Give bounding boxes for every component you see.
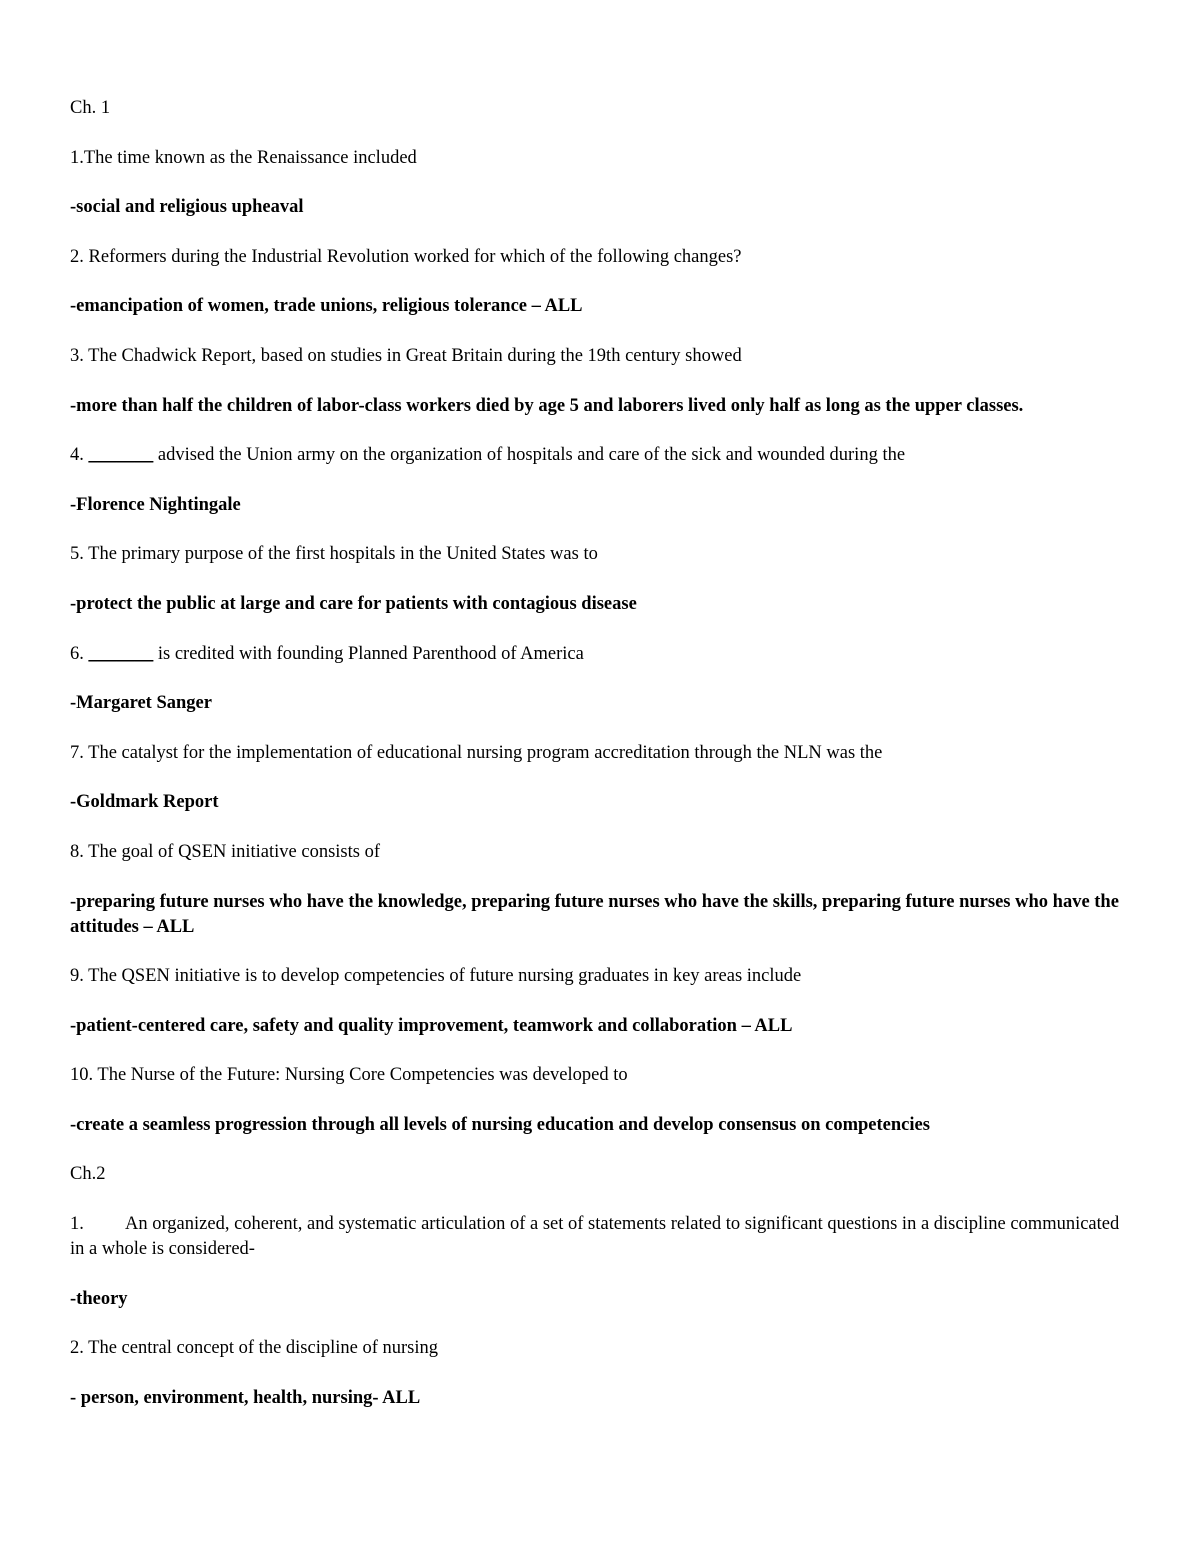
ch2-answer-1: -theory <box>70 1288 128 1309</box>
answer-1: -social and religious upheaval <box>70 197 304 218</box>
ch2-question-1-text: An organized, coherent, and systematic articulation of a set of statements related to significant questions in a discipline communicated in a whole is considered- <box>70 1214 1120 1260</box>
question-6-prefix: 6. <box>70 643 89 664</box>
question-4-prefix: 4. <box>70 445 89 466</box>
answer-4: -Florence Nightingale <box>70 494 241 515</box>
answer-7: -Goldmark Report <box>70 792 219 813</box>
question-10: 10. The Nurse of the Future: Nursing Core Competencies was developed to <box>70 1065 628 1086</box>
chapter-1-heading: Ch. 1 <box>70 98 111 118</box>
answer-8: -preparing future nurses who have the knowledge, preparing future nurses who have the skills, preparing future nurses who have the attitudes – ALL <box>70 891 1119 937</box>
question-4-suffix: advised the Union army on the organization of hospitals and care of the sick and wounded during the <box>153 445 906 466</box>
question-8: 8. The goal of QSEN initiative consists of <box>70 841 381 862</box>
chapter-2-heading: Ch.2 <box>70 1164 106 1185</box>
question-4 <box>70 443 1126 468</box>
answer-5: -protect the public at large and care for patients with contagious disease <box>70 593 637 614</box>
question-4-blank: _______ <box>88 445 154 466</box>
question-5: 5. The primary purpose of the first hospitals in the United States was to <box>70 544 598 565</box>
document-content <box>70 96 1126 1435</box>
question-6 <box>70 642 1126 667</box>
question-6-suffix: is credited with founding Planned Parenthood of America <box>153 643 584 664</box>
answer-9: -patient-centered care, safety and quality improvement, teamwork and collaboration – ALL <box>70 1015 793 1036</box>
answer-10: -create a seamless progression through all levels of nursing education and develop consensus on competencies <box>70 1114 930 1135</box>
question-1: 1.The time known as the Renaissance included <box>70 147 417 168</box>
answer-2: -emancipation of women, trade unions, religious tolerance – ALL <box>70 296 583 317</box>
answer-3: -more than half the children of labor-class workers died by age 5 and laborers lived only half as long as the upper classes. <box>70 395 1024 416</box>
ch2-question-1 <box>70 1212 1126 1262</box>
answer-6: -Margaret Sanger <box>70 693 212 714</box>
ch2-question-2: 2. The central concept of the discipline of nursing <box>70 1338 439 1359</box>
ch2-question-1-number: 1. <box>70 1214 84 1235</box>
question-3: 3. The Chadwick Report, based on studies in Great Britain during the 19th century showed <box>70 345 742 366</box>
ch2-answer-2: - person, environment, health, nursing- ALL <box>70 1387 421 1408</box>
question-9: 9. The QSEN initiative is to develop competencies of future nursing graduates in key areas include <box>70 966 802 987</box>
question-7: 7. The catalyst for the implementation of educational nursing program accreditation through the NLN was the <box>70 742 883 763</box>
question-2: 2. Reformers during the Industrial Revolution worked for which of the following changes? <box>70 246 742 267</box>
question-6-blank: _______ <box>88 643 154 664</box>
